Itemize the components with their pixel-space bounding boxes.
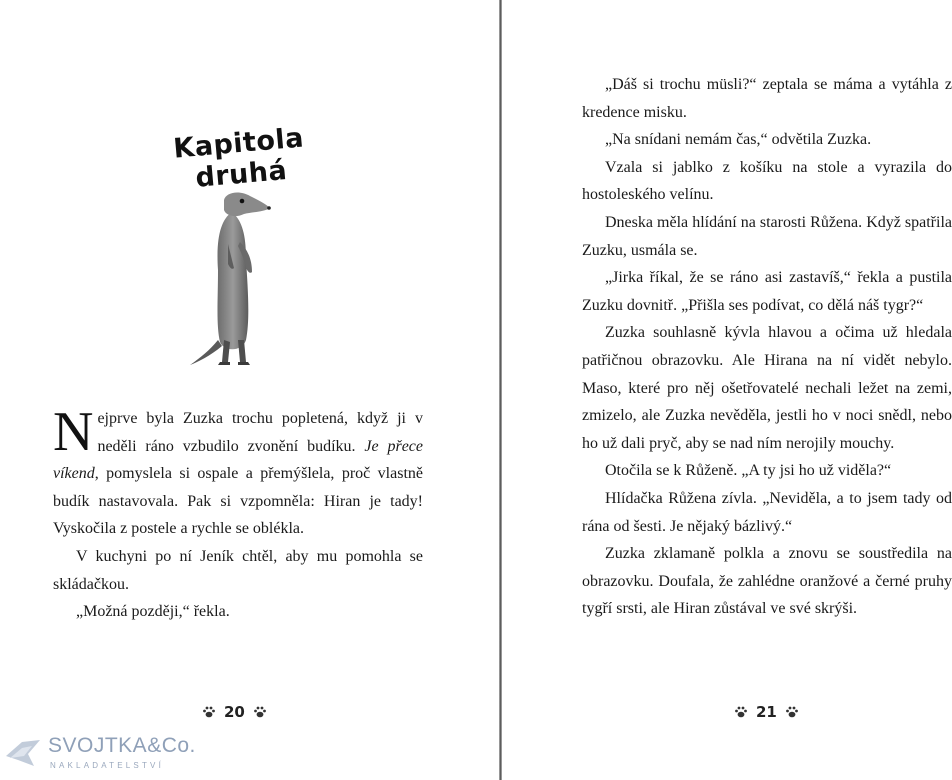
page-number: 21 bbox=[756, 703, 777, 721]
left-page-text bbox=[53, 401, 424, 626]
paragraph: „Jirka říkal, že se ráno asi zastavíš,“ řekla a pustila Zuzku dovnitř. „Přišla ses podívat, co dělá náš tygr?“ bbox=[582, 269, 952, 314]
paragraph-text: , pomyslela si ospale a přemýšlela, proč vlastně budík nastavovala. Pak si vzpomněla: Hiran je tady! Vyskočila z postele a rychle se oblékla. bbox=[53, 465, 423, 538]
paragraph: Zuzka souhlasně kývla hlavou a očima už hledala patřičnou obrazovku. Ale Hirana na ní vidět nebylo. Maso, které pro něj ošetřovatelé nechali ležet na zemi, zmizelo, ale Zuzka nevěděla, jestli ho v noci snědl, nebo ho už dali pryč, aby se nad ním nerojily mouchy. bbox=[582, 324, 952, 452]
paw-icon bbox=[734, 705, 748, 719]
page-number-left bbox=[202, 703, 267, 721]
paragraph-text: ejprve byla Zuzka trochu popletená, když ji v neděli ráno vzbudilo zvonění budíku. bbox=[97, 410, 423, 455]
paragraph bbox=[53, 401, 424, 543]
publisher-logo-icon bbox=[4, 738, 42, 768]
paragraph: V kuchyni po ní Jeník chtěl, aby mu pomohla se skládačkou. bbox=[53, 547, 423, 593]
right-page bbox=[502, 0, 952, 780]
paragraph: Vzala si jablko z košíku na stole a vyrazila do hostoleského velínu. bbox=[582, 158, 952, 204]
page-number: 20 bbox=[224, 703, 245, 721]
paw-icon bbox=[202, 705, 216, 719]
meerkat-illustration bbox=[180, 190, 290, 370]
right-page-text bbox=[582, 71, 952, 623]
page-number-right bbox=[734, 703, 799, 721]
italic-text: Je přece víkend bbox=[53, 437, 424, 483]
paw-icon bbox=[785, 705, 799, 719]
paragraph: „Možná později,“ řekla. bbox=[76, 603, 230, 621]
chapter-title: Kapitola druhá bbox=[172, 122, 306, 194]
drop-cap: N bbox=[53, 401, 94, 463]
paragraph: Otočila se k Růženě. „A ty jsi ho už viděla?“ bbox=[605, 462, 892, 480]
paragraph: „Dáš si trochu müsli?“ zeptala se máma a vytáhla z kredence misku. bbox=[582, 76, 952, 121]
paw-icon bbox=[253, 705, 267, 719]
paragraph: „Na snídani nemám čas,“ odvětila Zuzka. bbox=[605, 131, 872, 149]
paragraph: Dneska měla hlídání na starosti Růžena. Když spatřila Zuzku, usmála se. bbox=[582, 213, 952, 259]
publisher-name: SVOJTKA&Co. bbox=[48, 734, 196, 757]
paragraph: Hlídačka Růžena zívla. „Neviděla, a to jsem tady od rána od šesti. Je nějaký bázlivý.“ bbox=[582, 489, 952, 535]
paragraph: Zuzka zklamaně polkla a znovu se soustředila na obrazovku. Doufala, že zahlédne oranžové a černé pruhy tygří srsti, ale Hiran zůstával ve své skrýši. bbox=[582, 545, 952, 618]
publisher-watermark bbox=[0, 732, 200, 776]
publisher-subtitle: NAKLADATELSTVÍ bbox=[50, 761, 165, 770]
